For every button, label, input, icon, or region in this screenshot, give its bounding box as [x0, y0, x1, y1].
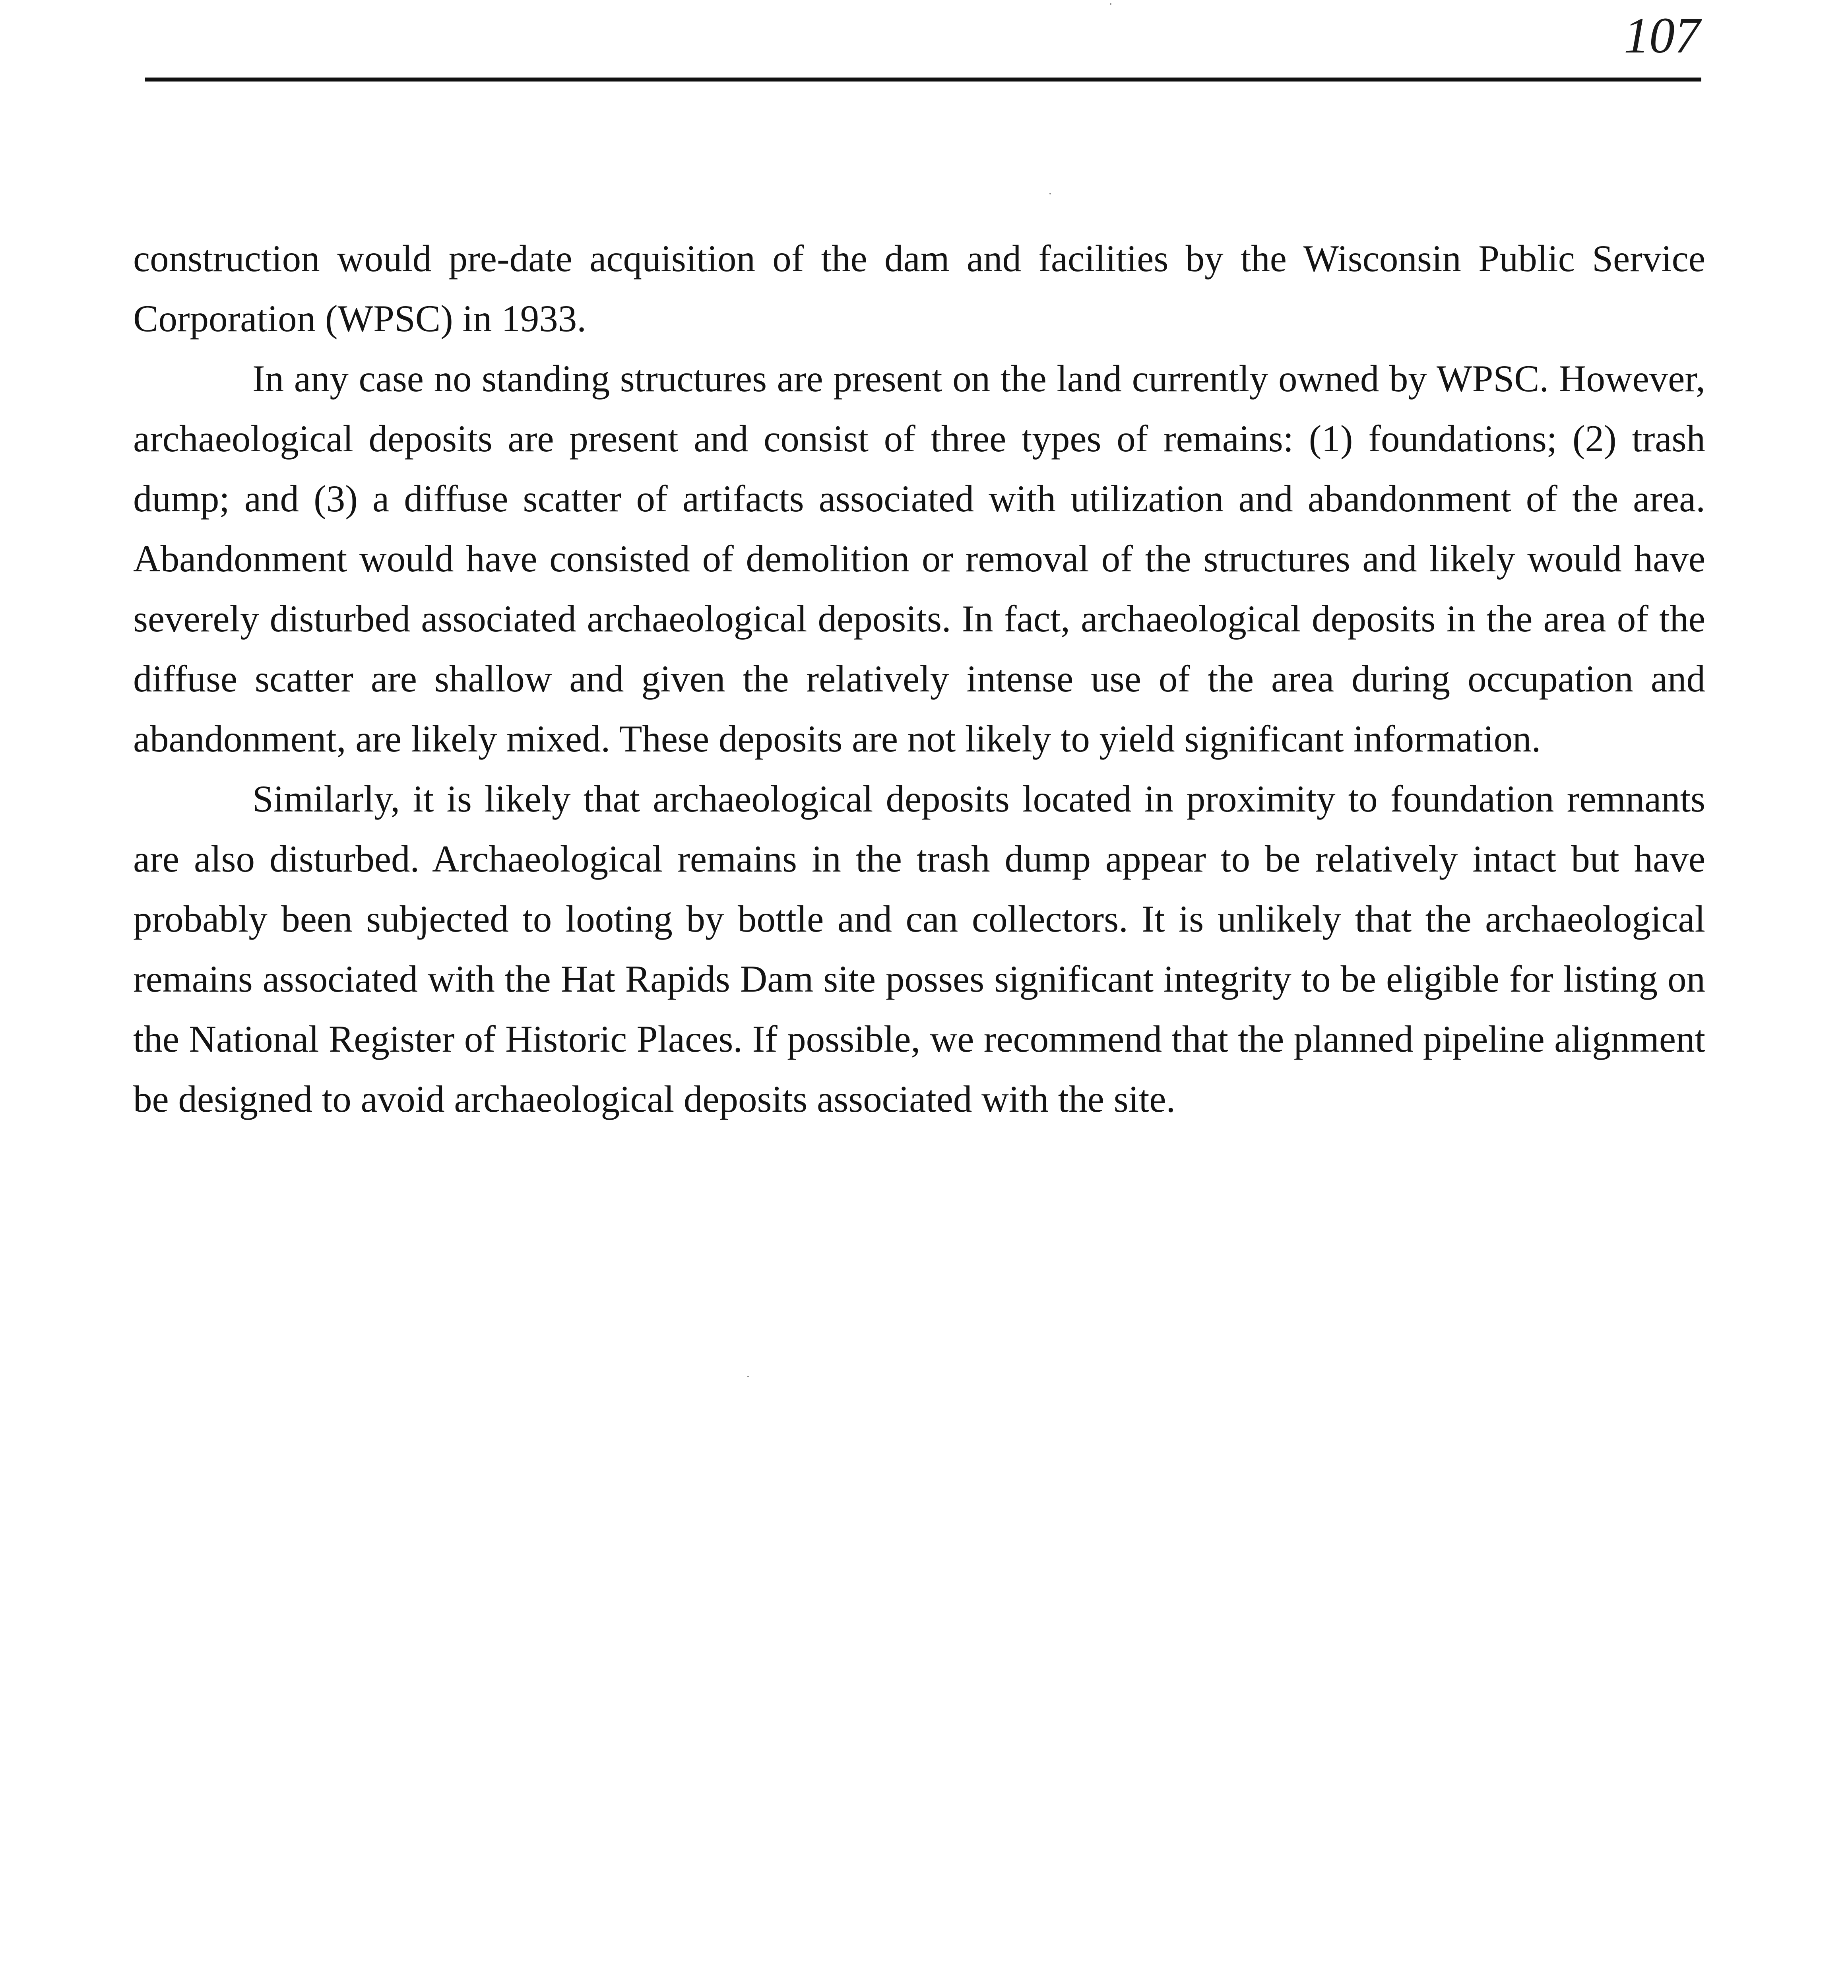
paragraph-recommendation: Similarly, it is likely that archaeological deposits located in proximity to foundation remnants are also disturbed. Archaeological remains in the trash dump appear to be relatively intact but have probably been subjected to looting by bottle and can collectors. It is unlikely that the archaeological remains associated with the Hat Rapids Dam site posses significant integrity to be eligible for listing on the National Register of Historic Places. If possible, we recommend that the planned pipeline alignment be designed to avoid archaeological deposits associated with the site.: [133, 778, 1705, 1120]
header-rule: [145, 78, 1701, 82]
scan-speck: [1049, 193, 1051, 194]
page-number: 107: [1624, 7, 1700, 64]
paragraph-site-remains: In any case no standing structures are present on the land currently owned by WPSC. However, archaeological deposits are present and consist of three types of remains: (1) foundations; (2) trash dump; and (3) a diffuse scatter of artifacts associated with utilization and abandonment of the area. Abandonment would have consisted of demolition or removal of the structures and likely would have severely disturbed associated archaeological deposits. In fact, archaeological deposits in the area of the diffuse scatter are shallow and given the relatively intense use of the area during occupation and abandonment, are likely mixed. These deposits are not likely to yield significant information.: [133, 357, 1705, 760]
scan-speck: [747, 1376, 749, 1377]
scan-speck: [1110, 3, 1111, 5]
paragraph-continuation: construction would pre-date acquisition of the dam and facilities by the Wisconsin Public Service Corporation (WPSC) in 1933.: [133, 237, 1705, 340]
body-text: [133, 229, 1705, 1129]
